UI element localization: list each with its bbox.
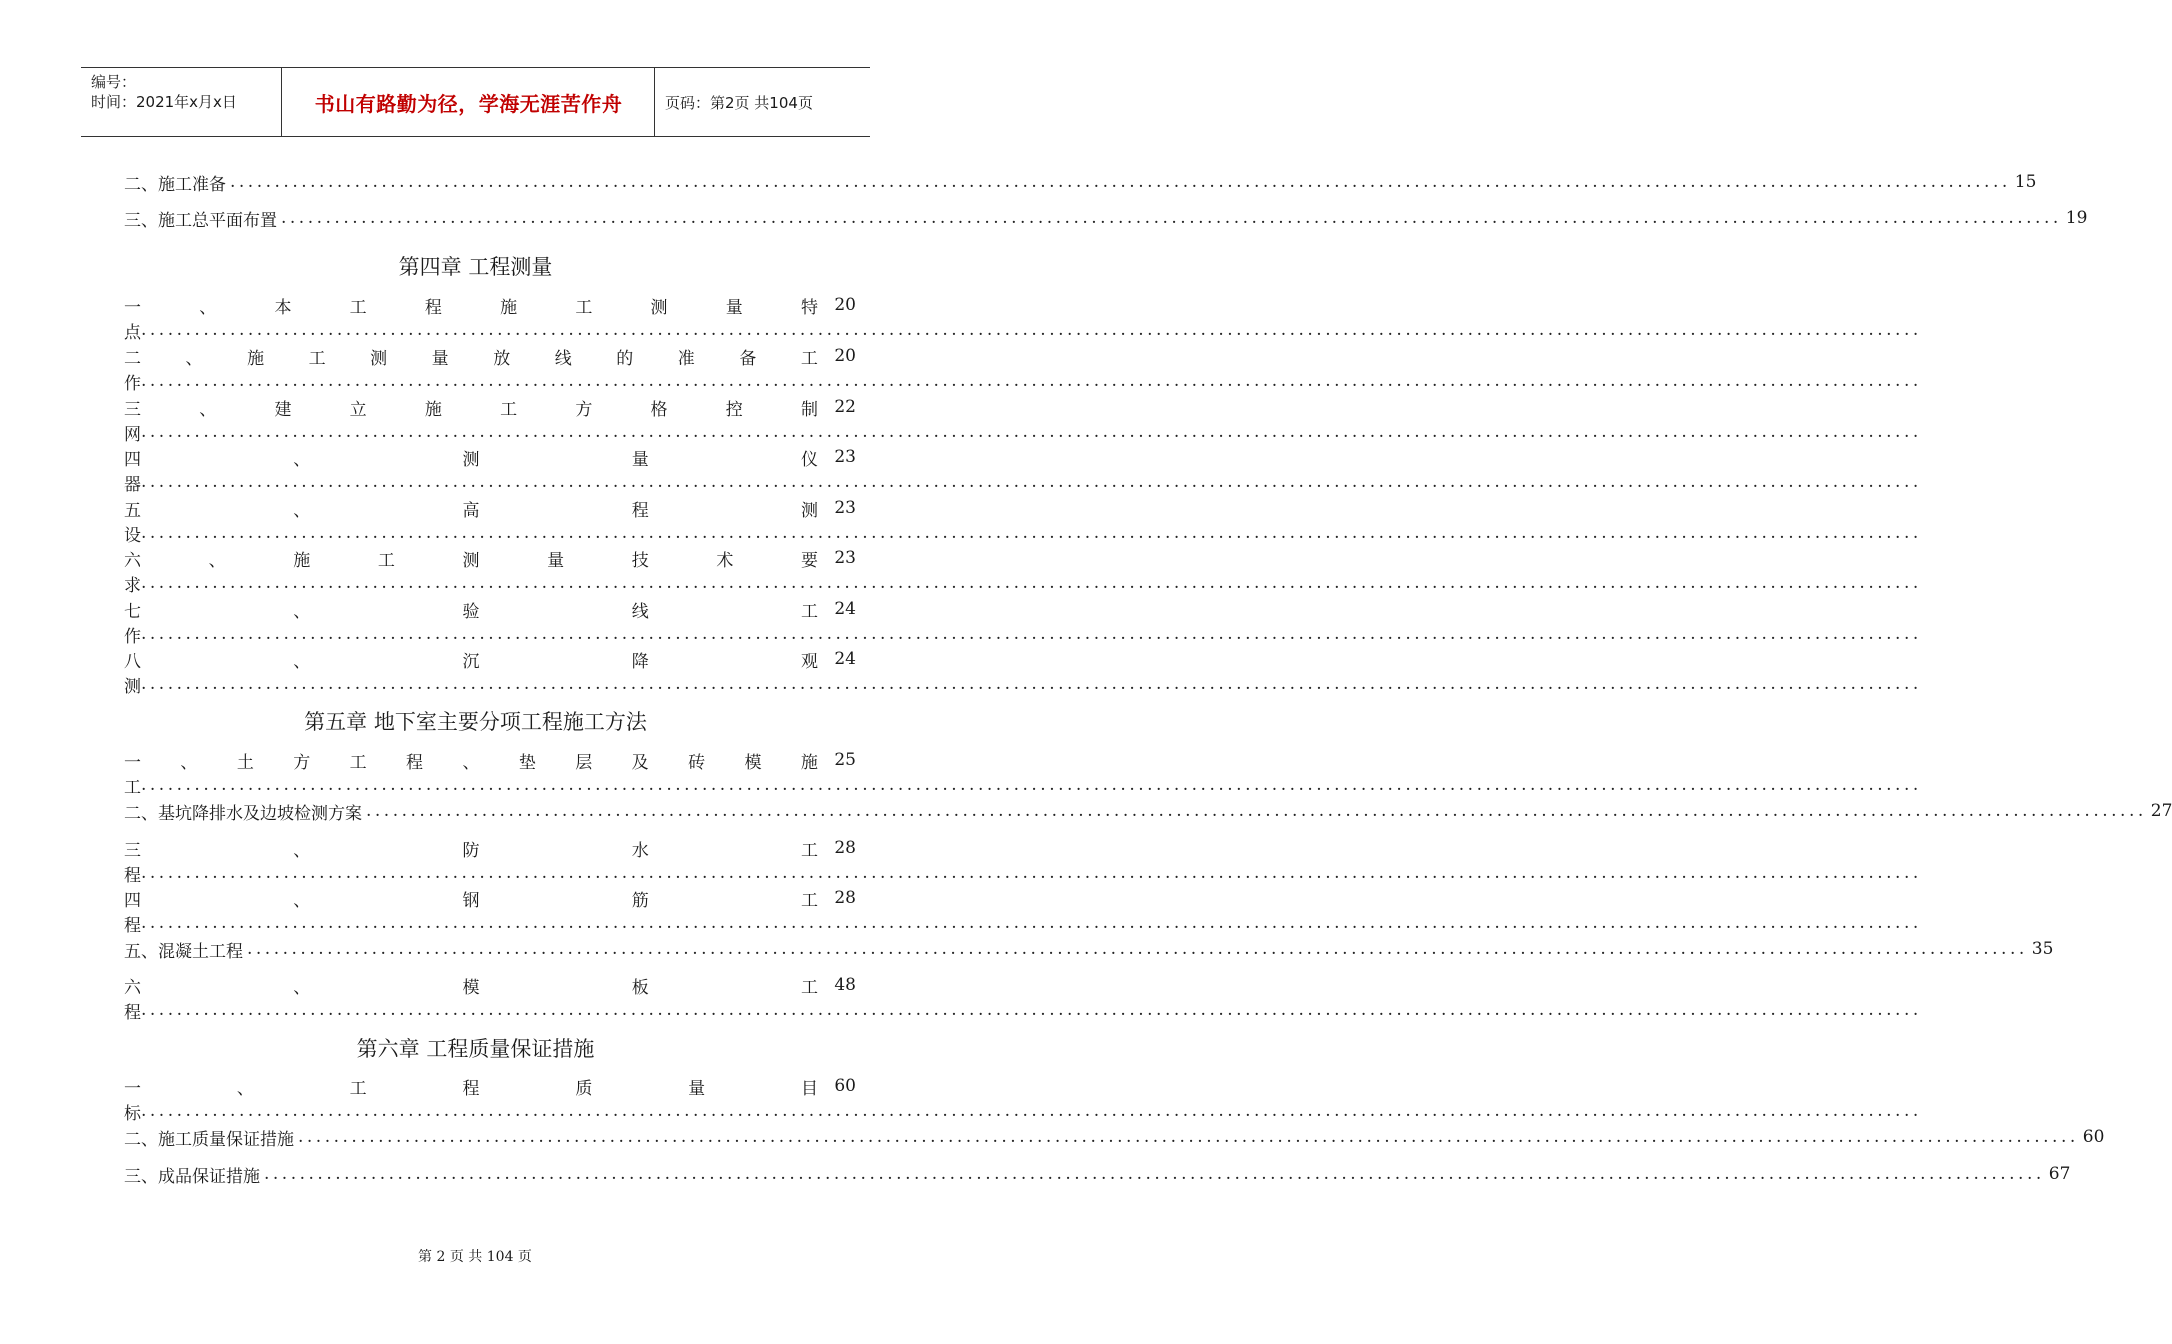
- toc-entry[interactable]: [124, 206, 2088, 231]
- toc-entry[interactable]: [124, 170, 2037, 195]
- toc-dot-leader: ........................................................................................................................................................................................................: [141, 1101, 1922, 1121]
- toc-title-char: 方: [293, 752, 311, 773]
- toc-title-char: 工: [801, 601, 818, 622]
- toc-title-last-char: 点: [124, 322, 141, 343]
- toc-entry-title: [124, 597, 818, 621]
- toc-entry-title: [124, 344, 818, 368]
- toc-title-char: 砖: [688, 752, 706, 773]
- toc-title-char: 五: [124, 500, 141, 521]
- toc-entry-title: [124, 293, 818, 317]
- toc-title-char: 量: [431, 348, 449, 369]
- toc-entry[interactable]: [124, 1074, 1922, 1124]
- toc-title-char: 目: [800, 1078, 818, 1099]
- toc-entry[interactable]: [124, 937, 2054, 962]
- toc-title-char: 工: [801, 977, 818, 998]
- toc-title-char: 水: [631, 840, 649, 861]
- toc-title-char: 本: [274, 297, 292, 318]
- toc-title-char: 土: [236, 752, 254, 773]
- toc-entry[interactable]: [124, 973, 1922, 1023]
- toc-page-number: 48: [834, 975, 856, 995]
- toc-title-last-char: 设: [124, 525, 141, 546]
- toc-dot-leader: ........................................................................................................................................................................................................: [141, 863, 1922, 883]
- toc-title-char: 三: [124, 399, 141, 420]
- toc-title-char: 六: [124, 550, 141, 571]
- toc-title-char: 量: [688, 1078, 706, 1099]
- toc-page-number: 20: [834, 346, 856, 366]
- toc-page-number: 28: [834, 838, 856, 858]
- toc-title-char: 观: [801, 651, 818, 672]
- toc-entry-title: [124, 445, 818, 469]
- toc-dot-leader: ........................................................................................................................................................................................................: [230, 172, 2011, 192]
- toc-page-number: 27: [2150, 801, 2172, 821]
- toc-title-char: 板: [631, 977, 649, 998]
- header-motto: 书山有路勤为径，学海无涯苦作舟: [314, 91, 623, 116]
- toc-title-last-char: 程: [124, 1002, 141, 1023]
- toc-entry-title: [124, 546, 818, 570]
- toc-dot-leader: ........................................................................................................................................................................................................: [264, 1164, 2045, 1184]
- toc-title-char: 沉: [462, 651, 480, 672]
- toc-page-number: 35: [2031, 939, 2054, 959]
- toc-entry[interactable]: [124, 496, 1922, 546]
- toc-title-char: 量: [725, 297, 743, 318]
- toc-title-last-char: 测: [124, 676, 141, 697]
- toc-title-char: 垫: [518, 752, 536, 773]
- toc-page-number: 23: [834, 498, 856, 518]
- toc-title-char: 程: [462, 1078, 480, 1099]
- toc-title-char: 、: [208, 550, 226, 571]
- header-page-info: 页码：第2页 共104页: [665, 93, 813, 112]
- toc-title-char: 程: [424, 297, 442, 318]
- page-header: [81, 67, 870, 137]
- toc-title-char: 仪: [801, 449, 818, 470]
- toc-title-char: 降: [631, 651, 649, 672]
- toc-entry[interactable]: [124, 886, 1922, 936]
- toc-title-char: 工: [801, 890, 818, 911]
- toc-dot-leader: ........................................................................................................................................................................................................: [141, 320, 1922, 340]
- toc-title-last-char: 作: [124, 626, 141, 647]
- toc-entry[interactable]: [124, 597, 1922, 647]
- toc-entry[interactable]: [124, 799, 2172, 824]
- toc-title-char: 三: [124, 840, 141, 861]
- toc-title-char: 测: [801, 500, 818, 521]
- toc-title-char: 层: [575, 752, 593, 773]
- toc-entry-title: 二、施工准备: [124, 174, 226, 195]
- toc-page-number: 24: [834, 599, 856, 619]
- toc-title-char: 施: [293, 550, 311, 571]
- toc-dot-leader: ........................................................................................................................................................................................................: [141, 422, 1922, 442]
- toc-entry-title: [124, 1074, 818, 1098]
- toc-entry[interactable]: [124, 1162, 2071, 1187]
- toc-title-char: 、: [293, 651, 311, 672]
- toc-title-char: 八: [124, 651, 141, 672]
- toc-title-char: 、: [293, 840, 311, 861]
- toc-title-char: 施: [424, 399, 442, 420]
- toc-title-char: 、: [199, 399, 217, 420]
- toc-dot-leader: ........................................................................................................................................................................................................: [141, 472, 1922, 492]
- toc-title-last-char: 标: [124, 1103, 141, 1124]
- toc-title-char: 一: [124, 297, 141, 318]
- toc-title-char: 一: [124, 752, 141, 773]
- toc-entry[interactable]: [124, 293, 1922, 343]
- toc-title-char: 验: [462, 601, 480, 622]
- toc-title-char: 、: [293, 890, 311, 911]
- toc-title-char: 控: [725, 399, 743, 420]
- number-label: 编号：: [91, 73, 137, 91]
- toc-title-char: 一: [124, 1078, 141, 1099]
- toc-title-char: 、: [462, 752, 480, 773]
- toc-title-char: 技: [631, 550, 649, 571]
- toc-title-char: 、: [185, 348, 203, 369]
- toc-page-number: 25: [834, 750, 856, 770]
- toc-entry-title: 三、成品保证措施: [124, 1166, 260, 1187]
- toc-entry[interactable]: [124, 344, 1922, 394]
- toc-page-number: 67: [2048, 1164, 2071, 1184]
- toc-title-char: 及: [631, 752, 649, 773]
- toc-title-char: 程: [631, 500, 649, 521]
- toc-entry-title: [124, 496, 818, 520]
- toc-title-char: 筋: [631, 890, 649, 911]
- toc-dot-leader: ........................................................................................................................................................................................................: [141, 913, 1922, 933]
- toc-title-char: 线: [554, 348, 572, 369]
- toc-title-last-char: 程: [124, 915, 141, 936]
- toc-title-last-char: 程: [124, 865, 141, 886]
- toc-dot-leader: ........................................................................................................................................................................................................: [247, 939, 2028, 959]
- toc-entry[interactable]: [124, 1125, 2105, 1150]
- toc-title-char: 四: [124, 890, 141, 911]
- toc-title-char: 线: [631, 601, 649, 622]
- toc-page-number: 22: [834, 397, 856, 417]
- time-label: 时间：2021年x月x日: [91, 93, 237, 111]
- toc-title-char: 施: [800, 752, 818, 773]
- toc-title-char: 特: [800, 297, 818, 318]
- toc-title-char: 工: [801, 840, 818, 861]
- toc-title-char: 模: [462, 977, 480, 998]
- toc-title-char: 、: [236, 1078, 254, 1099]
- toc-title-char: 防: [462, 840, 480, 861]
- toc-title-char: 工: [500, 399, 518, 420]
- toc-page-number: 23: [834, 447, 856, 467]
- toc-title-char: 施: [247, 348, 265, 369]
- toc-title-char: 测: [462, 550, 480, 571]
- toc-title-char: 、: [180, 752, 198, 773]
- toc-title-last-char: 工: [124, 777, 141, 798]
- toc-entry[interactable]: [124, 395, 1922, 445]
- toc-title-last-char: 网: [124, 424, 141, 445]
- toc-title-char: 方: [575, 399, 593, 420]
- toc-title-char: 工: [349, 1078, 367, 1099]
- toc-title-char: 工: [349, 297, 367, 318]
- toc-title-char: 术: [716, 550, 734, 571]
- toc-title-char: 格: [650, 399, 668, 420]
- toc-title-char: 工: [800, 348, 818, 369]
- toc-title-last-char: 作: [124, 373, 141, 394]
- toc-entry-title: [124, 395, 818, 419]
- toc-title-char: 工: [308, 348, 326, 369]
- toc-page-number: 24: [834, 649, 856, 669]
- toc-page-number: 15: [2014, 172, 2037, 192]
- toc-dot-leader: ........................................................................................................................................................................................................: [366, 801, 2147, 821]
- toc-title-char: 工: [377, 550, 395, 571]
- toc-entry[interactable]: [124, 647, 1922, 697]
- toc-entry-title: [124, 748, 818, 772]
- toc-title-char: 二: [124, 348, 141, 369]
- toc-entry-title: 五、混凝土工程: [124, 941, 243, 962]
- toc-page-number: 60: [834, 1076, 856, 1096]
- toc-entry[interactable]: [124, 546, 1922, 596]
- toc-dot-leader: ........................................................................................................................................................................................................: [141, 674, 1922, 694]
- toc-title-char: 制: [800, 399, 818, 420]
- toc-dot-leader: ........................................................................................................................................................................................................: [141, 775, 1922, 795]
- toc-title-char: 工: [575, 297, 593, 318]
- toc-entry-title: 二、施工质量保证措施: [124, 1129, 294, 1150]
- toc-title-char: 高: [462, 500, 480, 521]
- toc-dot-leader: ........................................................................................................................................................................................................: [141, 624, 1922, 644]
- toc-entry-title: [124, 886, 818, 910]
- toc-dot-leader: ........................................................................................................................................................................................................: [141, 523, 1922, 543]
- toc-title-char: 、: [199, 297, 217, 318]
- toc-title-char: 、: [293, 500, 311, 521]
- page-footer: 第 2 页 共 104 页: [418, 1249, 532, 1265]
- toc-title-char: 立: [349, 399, 367, 420]
- toc-title-char: 、: [293, 601, 311, 622]
- toc-page-number: 28: [834, 888, 856, 908]
- toc-title-char: 测: [462, 449, 480, 470]
- toc-title-char: 的: [616, 348, 634, 369]
- toc-page-number: 20: [834, 295, 856, 315]
- toc-title-char: 六: [124, 977, 141, 998]
- chapter-heading: 第五章 地下室主要分项工程施工方法: [304, 710, 647, 734]
- toc-entry-title: 二、基坑降排水及边坡检测方案: [124, 803, 362, 824]
- toc-title-char: 模: [744, 752, 762, 773]
- toc-title-char: 放: [493, 348, 511, 369]
- toc-title-char: 施: [500, 297, 518, 318]
- toc-title-char: 准: [677, 348, 695, 369]
- toc-entry-title: [124, 647, 818, 671]
- toc-entry-title: [124, 836, 818, 860]
- toc-page-number: 60: [2082, 1127, 2105, 1147]
- toc-title-char: 测: [370, 348, 388, 369]
- toc-title-char: 要: [801, 550, 818, 571]
- toc-page-number: 19: [2065, 208, 2088, 228]
- toc-title-last-char: 器: [124, 474, 141, 495]
- toc-title-char: 、: [293, 449, 311, 470]
- header-meta: [91, 72, 237, 112]
- toc-page-number: 23: [834, 548, 856, 568]
- toc-entry[interactable]: [124, 445, 1922, 495]
- toc-entry-title: 三、施工总平面布置: [124, 210, 277, 231]
- toc-title-char: 钢: [462, 890, 480, 911]
- toc-title-char: 建: [274, 399, 292, 420]
- toc-dot-leader: ........................................................................................................................................................................................................: [141, 371, 1922, 391]
- chapter-heading: 第六章 工程质量保证措施: [356, 1037, 595, 1061]
- toc-title-char: 七: [124, 601, 141, 622]
- toc-entry-title: [124, 973, 818, 997]
- toc-entry[interactable]: [124, 748, 1922, 798]
- toc-dot-leader: ........................................................................................................................................................................................................: [141, 573, 1922, 593]
- toc-title-char: 工: [349, 752, 367, 773]
- toc-title-char: 质: [575, 1078, 593, 1099]
- toc-title-char: 测: [650, 297, 668, 318]
- chapter-heading: 第四章 工程测量: [398, 255, 553, 279]
- toc-entry[interactable]: [124, 836, 1922, 886]
- toc-dot-leader: ........................................................................................................................................................................................................: [298, 1127, 2079, 1147]
- toc-title-last-char: 求: [124, 575, 141, 596]
- toc-title-char: 四: [124, 449, 141, 470]
- toc-title-char: 程: [406, 752, 424, 773]
- toc-title-char: 、: [293, 977, 311, 998]
- toc-dot-leader: ........................................................................................................................................................................................................: [281, 208, 2062, 228]
- toc-title-char: 量: [631, 449, 649, 470]
- toc-dot-leader: ........................................................................................................................................................................................................: [141, 1000, 1922, 1020]
- toc-title-char: 量: [547, 550, 565, 571]
- toc-title-char: 备: [739, 348, 757, 369]
